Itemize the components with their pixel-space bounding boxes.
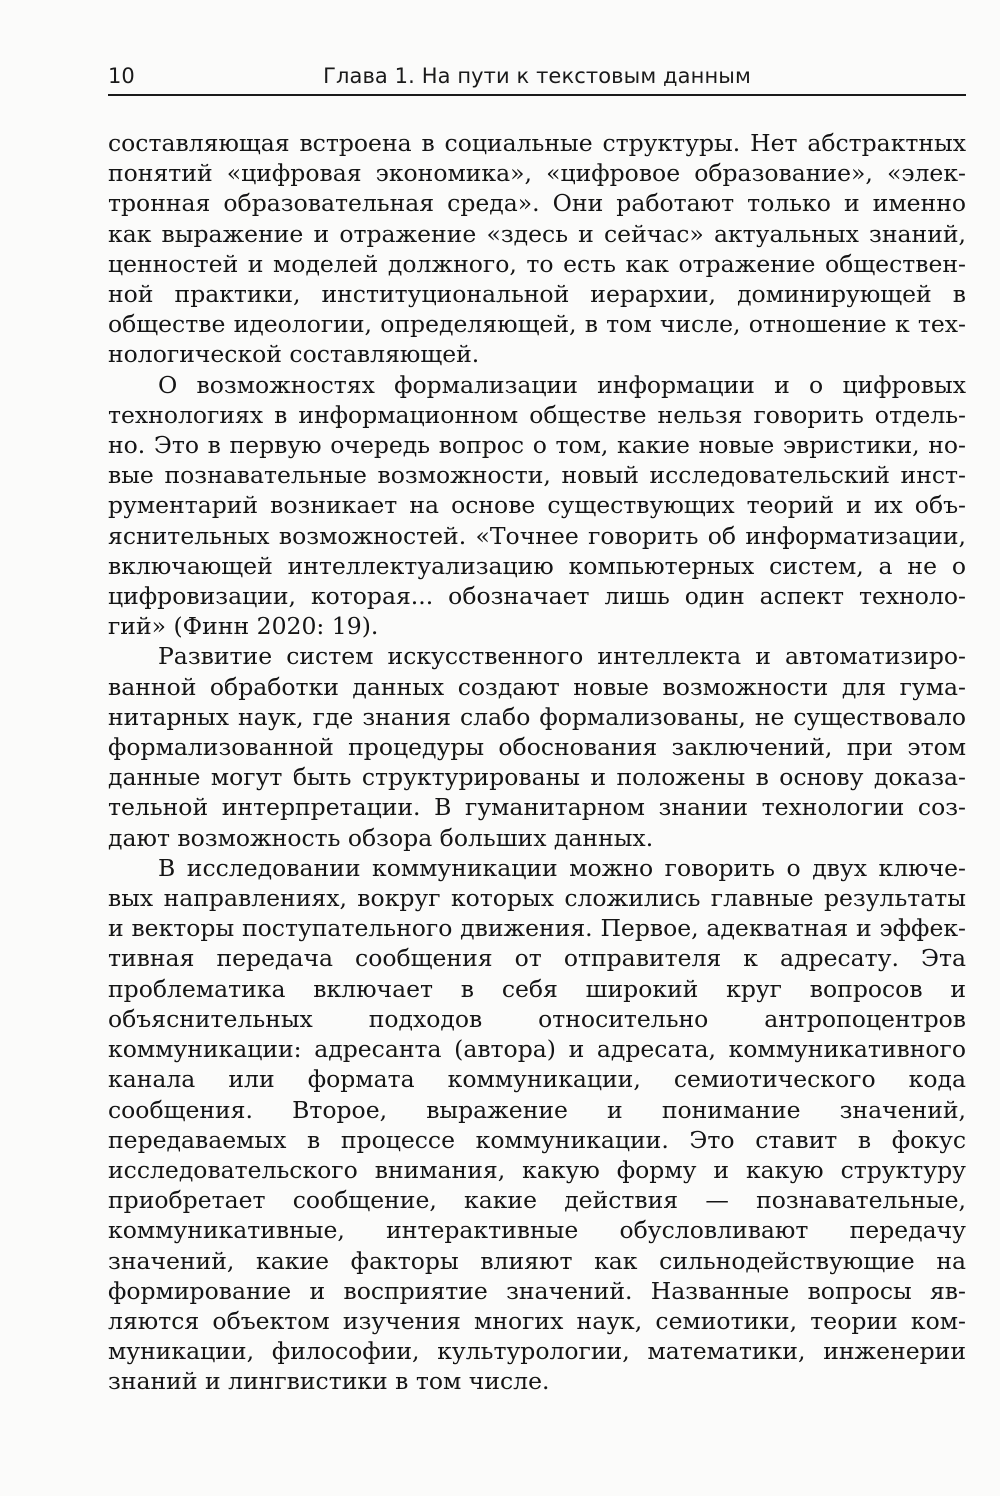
paragraph: Развитие систем искусственного интеллекта и автоматизированной обработки данных создают новые возможности для гуманитарных наук, где знания слабо формализованы, не существовало формализованной процедуры обоснования заключений, при этом данные могут быть структурированы и положены в основу доказательной интерпретации. В гуманитарном знании технологии создают возможность обзора больших данных.	[108, 642, 966, 852]
chapter-title: Глава 1. На пути к текстовым данным	[323, 64, 751, 88]
paragraph: составляющая встроена в социальные структуры. Нет абстрактных понятий «цифровая экономика», «цифровое образование», «электронная образовательная среда». Они работают только и именно как выражение и отражение «здесь и сейчас» актуальных знаний, ценностей и моделей должного, то есть как отражение общественной практики, институциональной иерархии, доминирующей в обществе идеологии, определяющей, в том числе, отношение к технологической составляющей.	[108, 129, 966, 369]
running-header	[108, 62, 966, 96]
paragraph: В исследовании коммуникации можно говорить о двух ключевых направлениях, вокруг которых сложились главные результаты и векторы поступательного движения. Первое, адекватная и эффективная передача сообщения от отправителя к адресату. Эта проблематика включает в себя широкий круг вопросов и объяснительных подходов относительно антропоцентров коммуникации: адресанта (автора) и адресата, коммуникативного канала или формата коммуникации, семиотического кода сообщения. Второе, выражение и понимание значений, передаваемых в процессе коммуникации. Это ставит в фокус исследовательского внимания, какую форму и какую структуру приобретает сообщение, какие действия — познавательные, коммуникативные, интерактивные обусловливают передачу значений, какие факторы влияют как сильнодействующие на формирование и восприятие значений. Названные вопросы являются объектом изучения многих наук, семиотики, теории коммуникации, философии, культурологии, математики, инженерии знаний и лингвистики в том числе.	[108, 853, 966, 1396]
body-text	[108, 128, 966, 1397]
page-number: 10	[108, 64, 135, 88]
paragraph: О возможностях формализации информации и о цифровых технологиях в информационном обществе нельзя говорить отдельно. Это в первую очередь вопрос о том, какие новые эвристики, новые познавательные возможности, новый исследовательский инструментарий возникает на основе существующих теорий и их объяснительных возможностей. «Точнее говорить об информатизации, включающей интеллектуализацию компьютерных систем, а не о цифровизации, которая... обозначает лишь один аспект технологий» (Финн 2020: 19).	[108, 370, 966, 641]
